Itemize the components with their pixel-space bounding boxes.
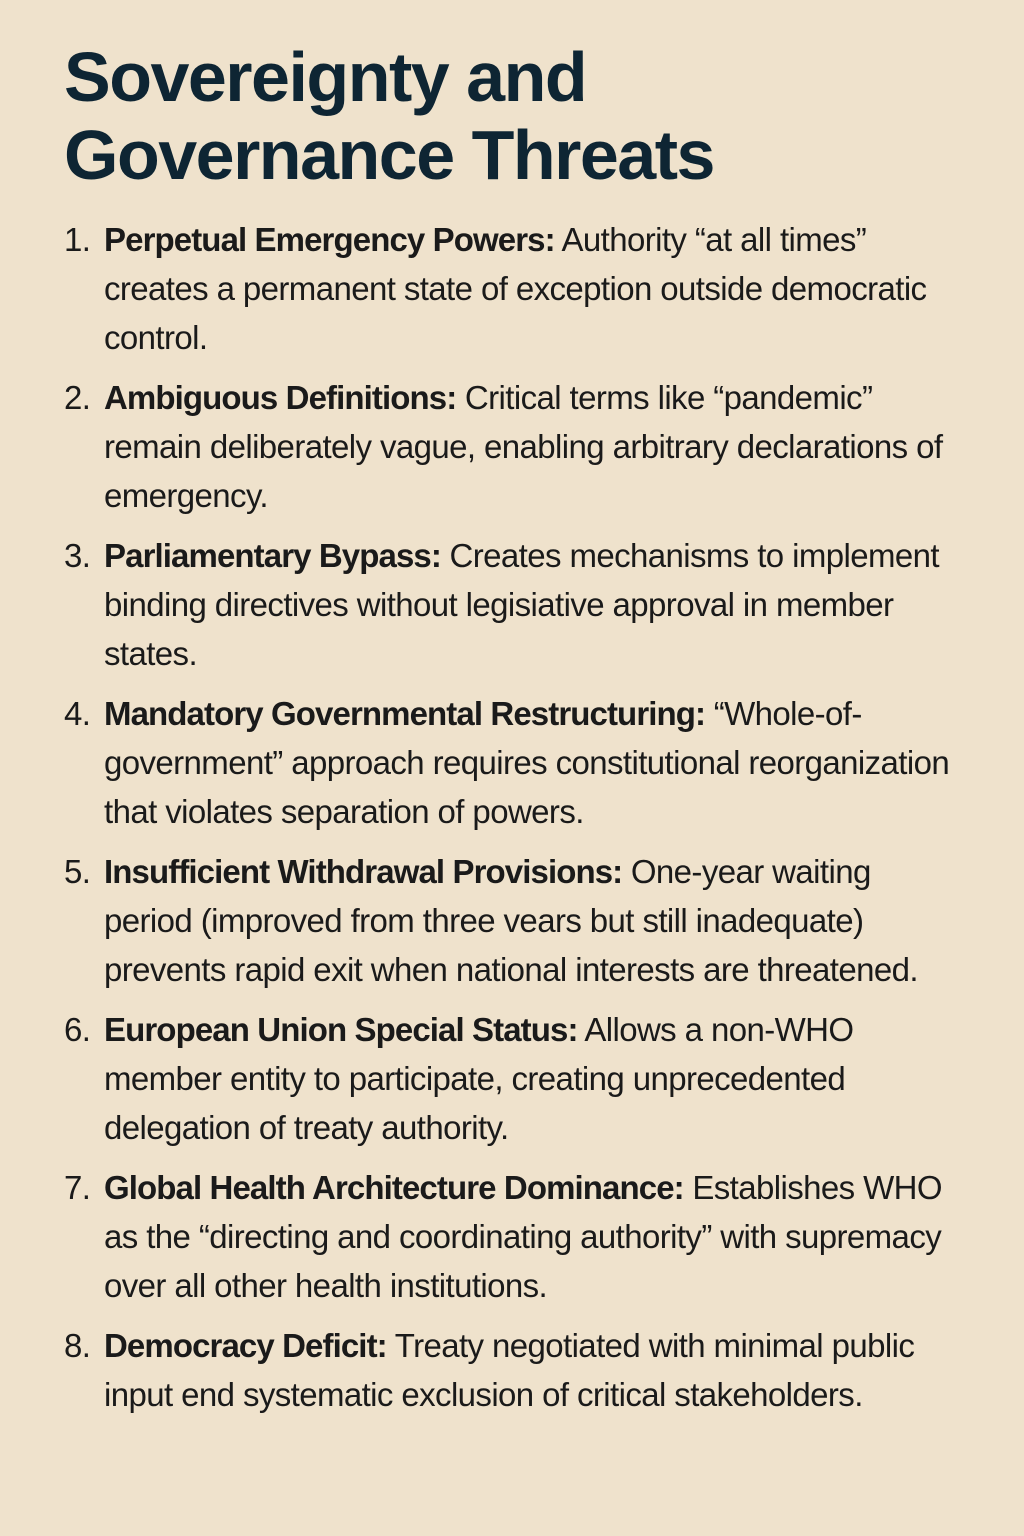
item-text: Creates mechanisms to implement binding directives without legisiative approval in member states.	[104, 536, 939, 672]
item-text: “Whole-of-government” approach requires constitutional reorganization that violates separation of powers.	[104, 694, 950, 830]
list-item	[64, 1163, 966, 1310]
item-text: Authority “at all times” creates a permanent state of exception outside democratic control.	[104, 220, 927, 356]
item-body	[104, 215, 966, 362]
list-item	[64, 215, 966, 362]
item-term: Parliamentary Bypass:	[104, 536, 441, 574]
item-number: 7.	[64, 1168, 91, 1206]
item-text: Treaty negotiated with minimal public input end systematic exclusion of critical stakeholders.	[104, 1326, 915, 1413]
threat-list	[64, 215, 966, 1419]
item-term: Global Health Architecture Dominance:	[104, 1168, 684, 1206]
item-text: One-year waiting period (improved from three vears but still inadequate) prevents rapid exit when national interests are threatened.	[104, 852, 918, 988]
page-title	[64, 38, 966, 195]
item-term: Democracy Deficit:	[104, 1326, 387, 1364]
list-item	[64, 373, 966, 520]
list-item	[64, 1321, 966, 1419]
item-body	[104, 373, 966, 520]
item-body	[104, 1005, 966, 1152]
item-term: Perpetual Emergency Powers:	[104, 220, 555, 258]
item-body	[104, 1163, 966, 1310]
item-text: Allows a non-WHO member entity to participate, creating unprecedented delegation of treaty authority.	[104, 1010, 854, 1146]
item-term: Insufficient Withdrawal Provisions:	[104, 852, 623, 890]
item-number: 2.	[64, 378, 91, 416]
item-body	[104, 1321, 966, 1419]
item-term: Ambiguous Definitions:	[104, 378, 457, 416]
list-item	[64, 531, 966, 678]
item-term: European Union Special Status:	[104, 1010, 578, 1048]
item-term: Mandatory Governmental Restructuring:	[104, 694, 706, 732]
item-body	[104, 531, 966, 678]
list-item	[64, 689, 966, 836]
list-item	[64, 847, 966, 994]
item-text: Establishes WHO as the “directing and coordinating authority” with supremacy over all other health institutions.	[104, 1168, 942, 1304]
title-line-2: Governance Threats	[64, 116, 714, 195]
item-number: 6.	[64, 1010, 91, 1048]
item-number: 3.	[64, 536, 91, 574]
item-body	[104, 847, 966, 994]
title-line-1: Sovereignty and	[64, 38, 587, 116]
item-number: 1.	[64, 220, 91, 258]
item-number: 5.	[64, 852, 91, 890]
item-number: 8.	[64, 1326, 91, 1364]
item-body	[104, 689, 966, 836]
list-item	[64, 1005, 966, 1152]
item-number: 4.	[64, 694, 91, 732]
item-text: Critical terms like “pandemic” remain deliberately vague, enabling arbitrary declarations of emergency.	[104, 378, 943, 514]
